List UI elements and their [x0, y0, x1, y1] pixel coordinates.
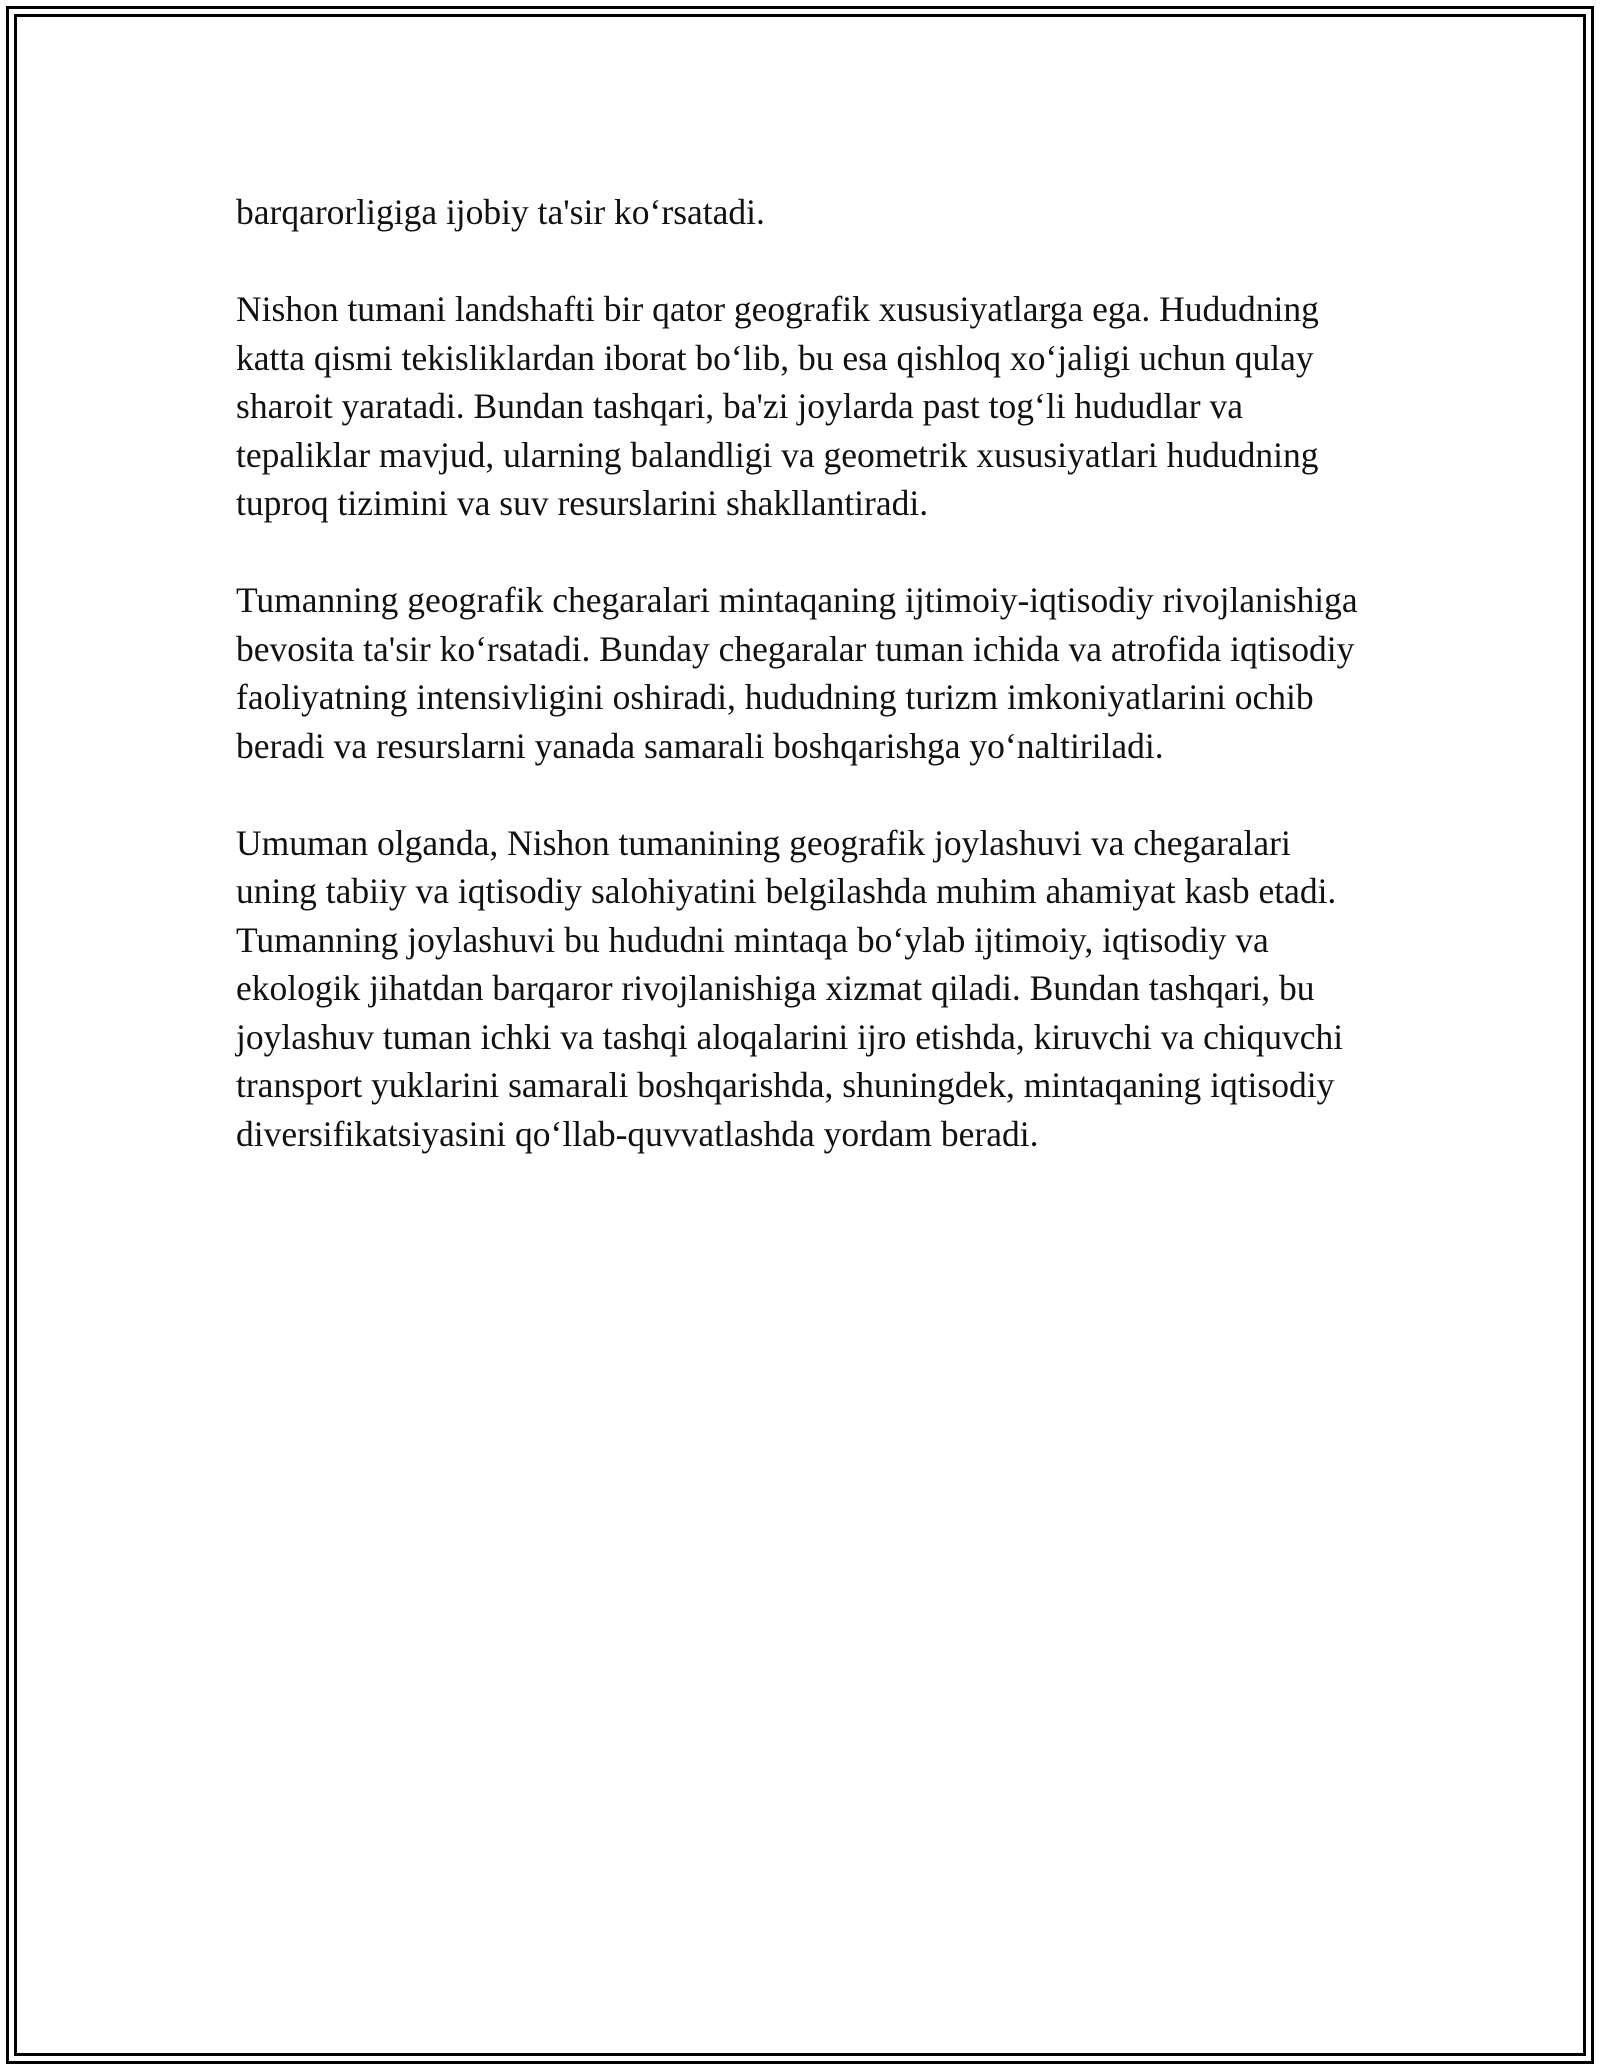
paragraph-landscape: Nishon tumani landshafti bir qator geografik xususiyatlarga ega. Hududning katta qismi tekisliklardan iborat bo‘lib, bu esa qishloq xo‘jaligi uchun qulay sharoit yaratadi. Bundan tashqari, ba'zi joylarda past tog‘li hududlar va tepaliklar mavjud, ularning balandligi va geometrik xususiyatlari hududning tuproq tizimini va suv resurslarini shakllantiradi. — [236, 289, 1319, 523]
paragraph-continuation: barqarorligiga ijobiy ta'sir ko‘rsatadi. — [236, 192, 765, 232]
paragraph-borders: Tumanning geografik chegaralari mintaqaning ijtimoiy-iqtisodiy rivojlanishiga bevosita ta'sir ko‘rsatadi. Bunday chegaralar tuman ichida va atrofida iqtisodiy faoliyatning intensivligini oshiradi, hududning turizm imkoniyatlarini ochib beradi va resurslarni yanada samarali boshqarishga yo‘naltiriladi. — [236, 580, 1358, 766]
paragraph-conclusion: Umuman olganda, Nishon tumanining geografik joylashuvi va chegaralari uning tabiiy va iqtisodiy salohiyatini belgilashda muhim ahamiyat kasb etadi. Tumanning joylashuvi bu hududni mintaqa bo‘ylab ijtimoiy, iqtisodiy va ekologik jihatdan barqaror rivojlanishiga xizmat qiladi. Bundan tashqari, bu joylashuv tuman ichki va tashqi aloqalarini ijro etishda, kiruvchi va chiquvchi transport yuklarini samarali boshqarishda, shuningdek, mintaqaning iqtisodiy diversifikatsiyasini qo‘llab-quvvatlashda yordam beradi. — [236, 822, 1344, 1154]
document-body — [236, 188, 1366, 1158]
